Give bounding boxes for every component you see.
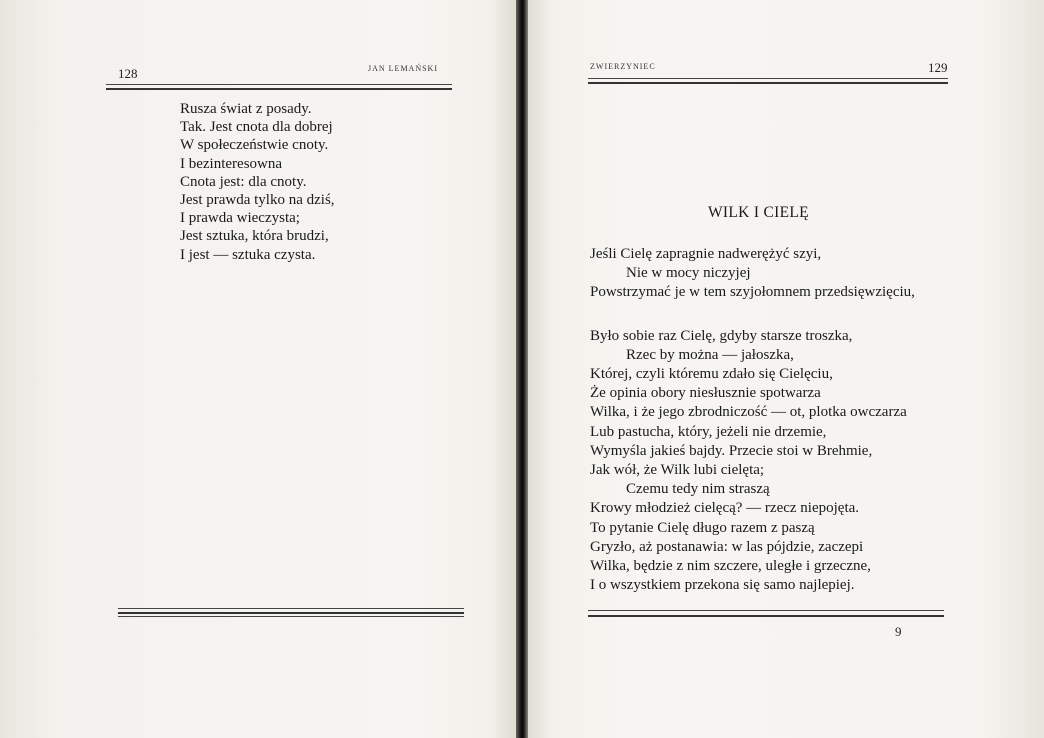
poem-line: Wymyśla jakieś bajdy. Przecie stoi w Brehmie, (590, 442, 873, 459)
footer-rule (118, 608, 464, 609)
header-rule (106, 88, 452, 90)
verse-line: Cnota jest: dla cnoty. (180, 173, 307, 190)
poem-line: Było sobie raz Cielę, gdyby starsze troszka, (590, 327, 853, 344)
poem-line: Krowy młodzież cielęcą? — rzecz niepojęta. (590, 500, 860, 517)
right-page (528, 0, 1044, 738)
poem-line: Nie w mocy niczyjej (626, 265, 751, 282)
poem-line: I o wszystkiem przekona się samo najlepiej. (590, 577, 855, 594)
page-number-left: 128 (118, 66, 138, 81)
poem-body (590, 245, 946, 595)
poem-line: Której, czyli któremu zdało się Cielęciu, (590, 366, 833, 383)
poem-line: Że opinia obory niesłusznie spotwarza (590, 385, 821, 402)
poem-line: Czemu tedy nim straszą (626, 481, 770, 498)
verse-line: Jest prawda tylko na dziś, (180, 192, 335, 209)
signature-mark: 9 (895, 624, 902, 639)
poem-line: Powstrzymać je w tem szyjołomnem przedsięwzięciu, (590, 284, 915, 301)
poem-line: Rzec by można — jałoszka, (626, 346, 794, 363)
left-page (0, 0, 518, 738)
header-rule (588, 78, 948, 79)
footer-rule (118, 616, 464, 617)
verse-line: Jest sztuka, która brudzi, (180, 228, 329, 245)
running-head-right: ZWIERZYNIEC (590, 62, 656, 71)
poem-title: WILK I CIELĘ (708, 204, 809, 221)
poem-line: Lub pastucha, który, jeżeli nie drzemie, (590, 423, 827, 440)
verse-line: I jest — sztuka czysta. (180, 246, 316, 263)
header-rule (106, 84, 452, 85)
verse-line: Rusza świat z posady. (180, 101, 312, 117)
verse-line: I bezinteresowna (180, 155, 283, 172)
verse-line: I prawda wieczysta; (180, 210, 300, 227)
header-rule (588, 82, 948, 84)
running-head-left: JAN LEMAŃSKI (368, 64, 438, 73)
poem-line: Wilka, będzie z nim szczere, uległe i grzeczne, (590, 558, 871, 575)
footer-rule (588, 615, 944, 617)
poem-line: Gryzło, aż postanawia: w las pójdzie, zaczepi (590, 538, 864, 555)
verse-line: W społeczeństwie cnoty. (180, 137, 329, 154)
footer-rule (118, 612, 464, 614)
page-number-right: 129 (928, 60, 948, 75)
poem-line: Jeśli Cielę zapragnie nadwerężyć szyi, (590, 246, 822, 262)
footer-rule (588, 610, 944, 611)
poem-line: Jak wół, że Wilk lubi cielęta; (590, 462, 765, 479)
poem-line: Wilka, i że jego zbrodniczość — ot, plotka owczarza (590, 404, 907, 421)
book-spine (516, 0, 528, 738)
verse-line: Tak. Jest cnota dla dobrej (180, 119, 333, 136)
verse-block (180, 100, 335, 264)
poem-line: To pytanie Cielę długo razem z paszą (590, 519, 815, 536)
stanza-break (590, 303, 946, 327)
